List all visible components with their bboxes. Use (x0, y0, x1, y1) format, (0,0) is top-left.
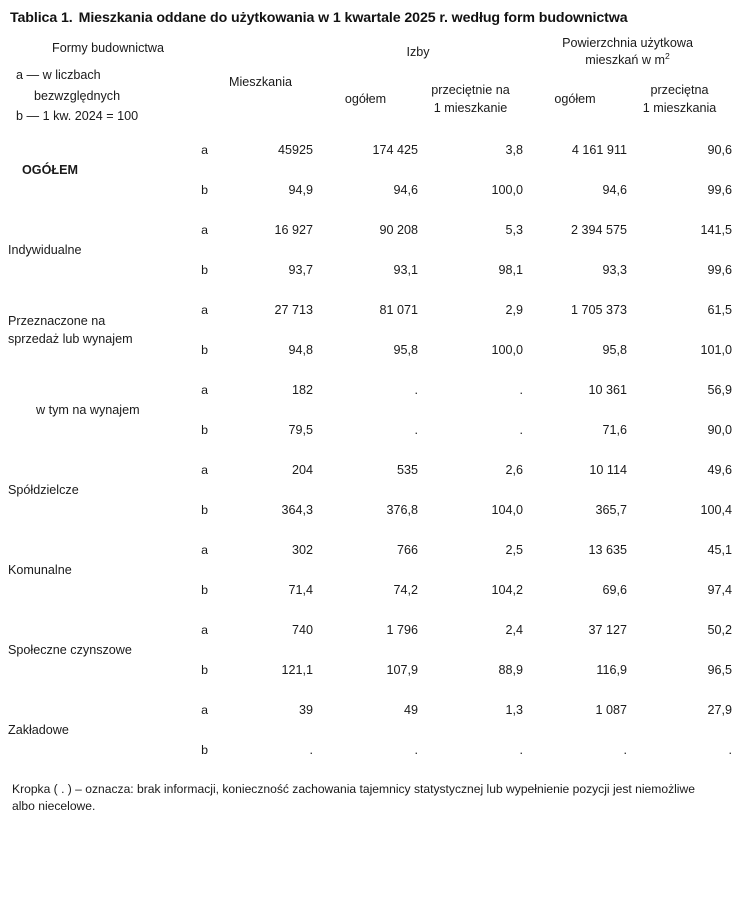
cell-rooms-total: . (414, 422, 418, 437)
cell-area-total: 2 394 575 (570, 222, 628, 237)
row-label-przeznaczone-na-sprzedaz (8, 290, 178, 370)
stub-header-title: Formy budownictwa (52, 41, 164, 56)
cell-rooms-average: 104,0 (491, 502, 524, 517)
cell-dwellings: 302 (291, 542, 313, 557)
stub-legend-a: a — w liczbach (16, 68, 101, 83)
cell-dwellings: 39 (298, 702, 313, 717)
row-marker-a: a (201, 382, 208, 397)
stub-legend-a-cont: bezwzględnych (34, 88, 121, 103)
cell-area-total: . (623, 742, 628, 757)
cell-area-average: 97,4 (707, 582, 733, 597)
cell-area-average: 50,2 (707, 622, 733, 637)
cell-rooms-total: 94,6 (393, 182, 418, 197)
header-row-groups (8, 35, 732, 70)
cell-area-average: 90,0 (707, 422, 733, 437)
cell-area-average: 90,6 (707, 142, 733, 157)
header-area-average (627, 70, 732, 130)
cell-rooms-total: 74,2 (393, 582, 418, 597)
cell-rooms-average: . (519, 382, 524, 397)
cell-rooms-average: . (519, 422, 524, 437)
cell-area-total: 95,8 (602, 342, 628, 357)
row-marker-b: b (201, 582, 208, 597)
cell-rooms-average: 5,3 (505, 222, 524, 237)
header-rooms-total: ogółem (344, 92, 387, 107)
row-marker-a: a (201, 302, 208, 317)
row-label-indywidualne: Indywidualne (8, 242, 82, 257)
cell-dwellings: 740 (291, 622, 313, 637)
cell-dwellings: 204 (291, 462, 313, 477)
row-marker-a: a (201, 622, 208, 637)
cell-area-average: 101,0 (700, 342, 733, 357)
footnote-line1: Kropka ( . ) – oznacza: brak informacji, konieczność zachowania tajemnicy statystycznej lub wypełnienie (12, 781, 570, 796)
cell-dwellings: 27 713 (274, 302, 313, 317)
table-header (8, 35, 732, 130)
cell-rooms-total: 535 (396, 462, 418, 477)
cell-rooms-average: 2,4 (505, 622, 524, 637)
cell-area-total: 4 161 911 (571, 142, 628, 157)
cell-rooms-average: 2,5 (505, 542, 524, 557)
cell-area-average: 49,6 (707, 462, 733, 477)
table-number: Tablica 1. (10, 10, 73, 26)
cell-rooms-total: 107,9 (386, 662, 418, 677)
header-rooms-average-line1: przeciętnie na (431, 83, 510, 98)
table-row (8, 450, 732, 490)
cell-rooms-average: 100,0 (491, 342, 524, 357)
table-row (8, 370, 732, 410)
row-label-ogolem: OGÓŁEM (22, 162, 78, 177)
cell-dwellings: . (309, 742, 313, 757)
header-area-group (523, 35, 732, 70)
cell-rooms-total: 174 425 (372, 142, 418, 157)
cell-area-average: 96,5 (707, 662, 733, 677)
stub-legend-b: b — 1 kw. 2024 = 100 (16, 109, 139, 124)
cell-rooms-total: 766 (396, 542, 418, 557)
cell-dwellings: 93,7 (288, 262, 313, 277)
stub-header (8, 35, 208, 130)
cell-dwellings: 94,9 (288, 182, 313, 197)
cell-rooms-average: 2,6 (505, 462, 524, 477)
table-title-text: Mieszkania oddane do użytkowania w 1 kwartale 2025 r. według form budownictwa (78, 10, 628, 26)
row-label-spoleczne-czynszowe: Społeczne czynszowe (8, 642, 132, 657)
cell-area-total: 10 114 (589, 462, 628, 477)
cell-area-average: 27,9 (707, 702, 733, 717)
cell-rooms-average: 104,2 (491, 582, 524, 597)
page-title (8, 0, 732, 35)
header-area-total: ogółem (554, 92, 596, 107)
header-dwellings: Mieszkania (229, 74, 292, 89)
header-area-line1: Powierzchnia użytkowa (562, 36, 693, 50)
cell-dwellings: 71,4 (288, 582, 313, 597)
cell-area-total: 13 635 (588, 542, 628, 557)
cell-rooms-average: . (519, 742, 524, 757)
cell-rooms-average: 100,0 (491, 182, 524, 197)
row-label-line2: sprzedaż lub wynajem (8, 331, 133, 346)
table-body (8, 130, 732, 770)
cell-rooms-total: 1 796 (386, 622, 418, 637)
header-area-average-line2: 1 mieszkania (642, 100, 717, 115)
cell-area-average: 141,5 (700, 222, 733, 237)
footnote-line2: pozycji jest niemożliwe albo niecelowe. (12, 781, 695, 813)
cell-rooms-total: 93,1 (393, 262, 418, 277)
row-marker-b: b (201, 422, 208, 437)
cell-dwellings: 79,5 (288, 422, 313, 437)
row-label-line1: Przeznaczone na (8, 313, 106, 328)
cell-area-total: 94,6 (602, 182, 628, 197)
table-row (8, 610, 732, 650)
cell-area-total: 69,6 (602, 582, 628, 597)
row-marker-a: a (201, 542, 208, 557)
cell-dwellings: 121,1 (281, 662, 313, 677)
statistics-table (8, 35, 732, 770)
cell-rooms-average: 3,8 (505, 142, 524, 157)
table-row (8, 530, 732, 570)
cell-rooms-average: 98,1 (498, 262, 524, 277)
row-marker-a: a (201, 142, 208, 157)
cell-area-total: 10 361 (588, 382, 628, 397)
cell-rooms-average: 2,9 (505, 302, 524, 317)
cell-area-average: 61,5 (707, 302, 733, 317)
cell-rooms-average: 1,3 (505, 702, 524, 717)
cell-rooms-total: 376,8 (386, 502, 418, 517)
row-marker-b: b (201, 182, 208, 197)
cell-dwellings: 364,3 (281, 502, 313, 517)
cell-dwellings: 94,8 (288, 342, 313, 357)
cell-area-total: 1 087 (595, 702, 628, 717)
table-row (8, 210, 732, 250)
cell-dwellings: 45925 (277, 142, 313, 157)
row-marker-b: b (201, 502, 208, 517)
cell-area-total: 365,7 (595, 502, 628, 517)
header-area-superscript: 2 (665, 51, 670, 62)
cell-dwellings: 182 (291, 382, 313, 397)
cell-rooms-total: 81 071 (379, 302, 418, 317)
cell-area-total: 1 705 373 (570, 302, 628, 317)
cell-area-average: 99,6 (707, 182, 733, 197)
cell-area-total: 71,6 (602, 422, 628, 437)
cell-rooms-total: . (414, 382, 418, 397)
cell-area-total: 93,3 (602, 262, 628, 277)
table-row (8, 690, 732, 730)
header-area-line2: mieszkań w m (585, 53, 666, 68)
cell-rooms-total: 90 208 (379, 222, 418, 237)
row-label-komunalne: Komunalne (8, 562, 72, 577)
row-marker-b: b (201, 662, 208, 677)
header-rooms-average-line2: 1 mieszkanie (433, 100, 508, 115)
cell-dwellings: 16 927 (274, 222, 313, 237)
row-marker-b: b (201, 742, 208, 757)
header-rooms-average (418, 70, 523, 130)
cell-area-total: 116,9 (596, 662, 628, 677)
cell-rooms-total: 49 (403, 702, 418, 717)
footnote (8, 770, 716, 815)
cell-rooms-average: 88,9 (498, 662, 524, 677)
cell-area-average: 45,1 (707, 542, 733, 557)
table-row (8, 130, 732, 170)
cell-area-total: 37 127 (588, 622, 628, 637)
cell-rooms-total: 95,8 (393, 342, 418, 357)
cell-area-average: . (728, 742, 733, 757)
row-label-spoldzielcze: Spółdzielcze (8, 482, 79, 497)
header-area-average-line1: przeciętna (650, 83, 709, 98)
cell-area-average: 100,4 (700, 502, 733, 517)
table-row (8, 290, 732, 330)
cell-rooms-total: . (414, 742, 418, 757)
header-rooms-group: Izby (406, 44, 430, 59)
row-marker-a: a (201, 462, 208, 477)
row-marker-a: a (201, 702, 208, 717)
row-marker-b: b (201, 262, 208, 277)
row-label-w-tym-na-wynajem: w tym na wynajem (36, 402, 140, 417)
row-label-zakladowe: Zakładowe (8, 722, 69, 737)
row-marker-a: a (201, 222, 208, 237)
cell-area-average: 56,9 (707, 382, 733, 397)
row-marker-b: b (201, 342, 208, 357)
cell-area-average: 99,6 (707, 262, 733, 277)
